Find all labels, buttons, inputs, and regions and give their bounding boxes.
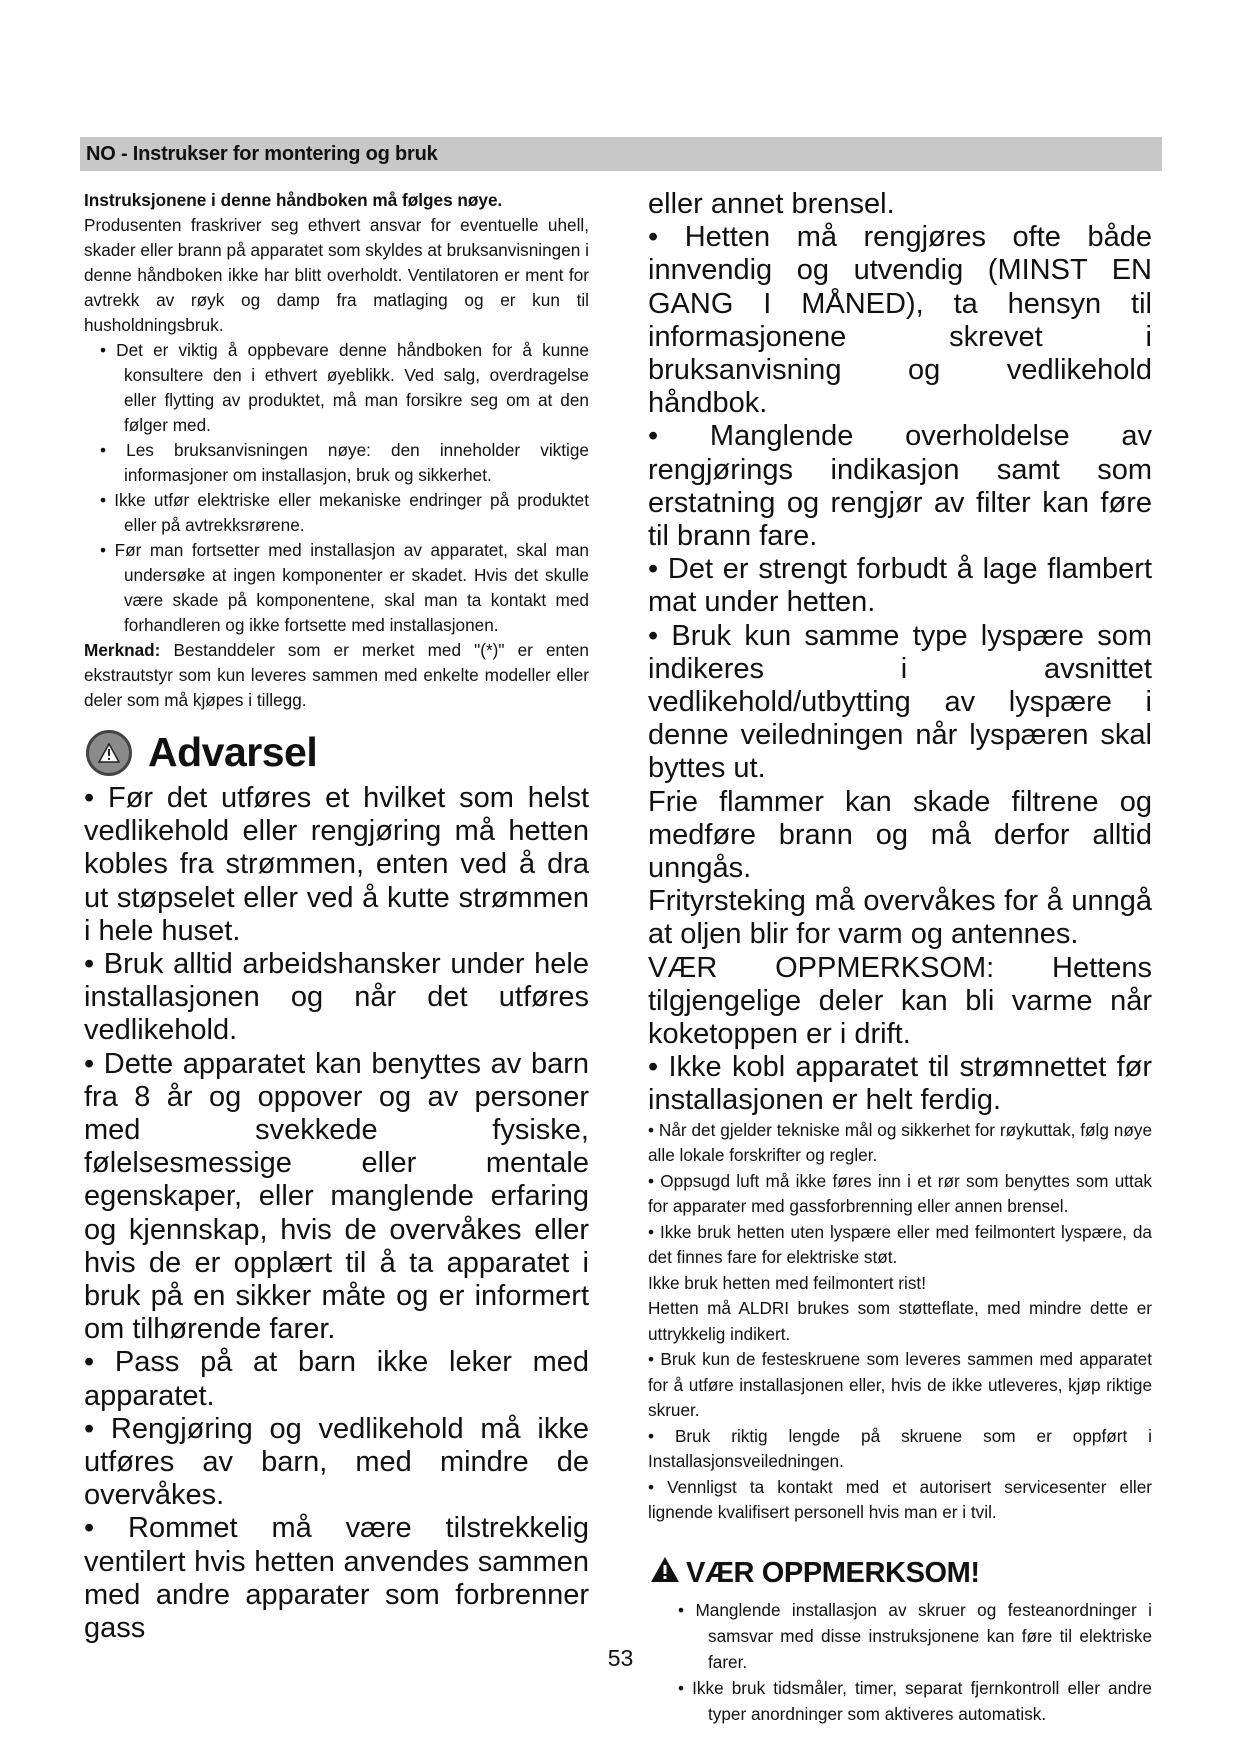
right-warning-paragraph: Frie flammer kan skade filtrene og medføre brann og må derfor alltid unngås. — [648, 785, 1152, 885]
left-warning-paragraph: • Rengjøring og vedlikehold må ikke utføres av barn, med mindre de overvåkes. — [84, 1412, 589, 1512]
left-warning-paragraph: • Rommet må være tilstrekkelig ventilert hvis hetten anvendes sammen med andre apparater som forbrenner gass — [84, 1512, 589, 1645]
left-warning-paragraph: • Pass på at barn ikke leker med apparatet. — [84, 1346, 589, 1412]
left-bullet: • Les bruksanvisningen nøye: den inneholder viktige informasjoner om installasjon, bruk og sikkerhet. — [100, 440, 589, 485]
right-warning-paragraph: Frityrsteking må overvåkes for å unngå at oljen blir for varm og antennes. — [648, 885, 1152, 951]
right-warning-paragraph: • Manglende overholdelse av rengjørings indikasjon samt som erstatning og rengjør av filter kan føre til brann fare. — [648, 420, 1152, 553]
right-warning-paragraph: • Ikke kobl apparatet til strømnettet før installasjonen er helt ferdig. — [648, 1051, 1152, 1117]
caution-item: • Manglende installasjon av skruer og festeanordninger i samsvar med disse instruksjonene kan føre til elektriske farer. — [678, 1599, 1152, 1672]
note-label: Merknad: — [84, 640, 161, 660]
advarsel-heading — [84, 729, 589, 776]
intro-text: Produsenten fraskriver seg ethvert ansvar for eventuelle uhell, skader eller brann på apparatet som skyldes at bruksanvisningen i denne håndboken ikke har blitt overholdt. Ventilatoren er ment for avtrekk av røyk og damp fra matlaging og er kun til husholdningsbruk. — [84, 215, 589, 335]
right-column — [648, 188, 1152, 1727]
note-text: Bestanddeler som er merket med "(*)" er enten ekstrautstyr som kun leveres sammen med enkelte modeller eller deler som må kjøpes i tillegg. — [84, 640, 589, 710]
left-warning-paragraph: • Før det utføres et hvilket som helst vedlikehold eller rengjøring må hetten kobles fra strømmen, enten ved å dra ut støpselet eller ved å kutte strømmen i hele huset. — [84, 782, 589, 947]
right-small-paragraph: • Ikke bruk hetten uten lyspære eller med feilmontert lyspære, da det finnes fare for elektriske støt. — [648, 1221, 1152, 1268]
right-warning-paragraph: VÆR OPPMERKSOM: Hettens tilgjengelige deler kan bli varme når koketoppen er i drift. — [648, 951, 1152, 1051]
right-warning-paragraph: • Hetten må rengjøres ofte både innvendig og utvendig (MINST EN GANG I MÅNED), ta hensyn til informasjonene skrevet i bruksanvisning og vedlikehold håndbok. — [648, 221, 1152, 420]
caution-heading — [648, 1556, 1152, 1591]
right-small-paragraph: • Vennligst ta kontakt med et autorisert servicesenter eller lignende kvalifisert personell hvis man er i tvil. — [648, 1476, 1152, 1523]
note-paragraph — [84, 638, 589, 713]
left-column — [84, 188, 589, 1645]
warning-triangle-icon — [650, 1556, 680, 1591]
right-small-paragraph: • Bruk kun de festeskruene som leveres sammen med apparatet for å utføre installasjonen eller, hvis de ikke utleveres, kjøp riktige skruer. — [648, 1349, 1152, 1421]
advarsel-title: Advarsel — [148, 729, 318, 775]
left-warning-paragraph: • Bruk alltid arbeidshansker under hele installasjonen og når det utføres vedlikehold. — [84, 948, 589, 1047]
caution-title: VÆR OPPMERKSOM! — [686, 1556, 980, 1589]
caution-item: • Ikke bruk tidsmåler, timer, separat fjernkontroll eller andre typer anordninger som aktiveres automatisk. — [678, 1677, 1152, 1724]
section-header — [80, 137, 1162, 171]
left-bullet: • Ikke utfør elektriske eller mekaniske endringer på produktet eller på avtrekksrørene. — [100, 490, 589, 535]
page-number: 53 — [607, 1645, 634, 1671]
right-small-paragraph: Ikke bruk hetten med feilmontert rist! — [648, 1272, 926, 1293]
section-title: NO - Instrukser for montering og bruk — [86, 142, 438, 165]
intro-bold: Instruksjonene i denne håndboken må følges nøye. — [84, 190, 503, 210]
right-small-paragraph: • Oppsugd luft må ikke føres inn i et rør som benyttes som uttak for apparater med gassforbrenning eller annen brensel. — [648, 1170, 1152, 1217]
right-small-paragraph: • Når det gjelder tekniske mål og sikkerhet for røykuttak, følg nøye alle lokale forskrifter og regler. — [648, 1119, 1152, 1166]
right-warning-paragraph: • Bruk kun samme type lyspære som indikeres i avsnittet vedlikehold/utbytting av lyspære i denne veiledningen når lyspæren skal byttes ut. — [648, 619, 1152, 785]
warning-circle-icon — [86, 730, 132, 776]
right-small-paragraph: • Bruk riktig lengde på skruene som er oppført i Installasjonsveiledningen. — [648, 1425, 1152, 1472]
intro-paragraph — [84, 188, 589, 338]
right-small-paragraph: Hetten må ALDRI brukes som støtteflate, med mindre dette er uttrykkelig indikert. — [648, 1298, 1152, 1344]
left-bullet: • Det er viktig å oppbevare denne håndboken for å kunne konsultere den i ethvert øyeblikk. Ved salg, overdragelse eller flytting av produktet, må man forsikre seg om at den følger med. — [100, 340, 589, 435]
left-bullet: • Før man fortsetter med installasjon av apparatet, skal man undersøke at ingen komponenter er skadet. Hvis det skulle være skade på komponentene, skal man ta kontakt med forhandleren og ikke fortsette med installasjonen. — [100, 540, 589, 635]
right-warning-paragraph: eller annet brensel. — [648, 188, 895, 220]
left-warning-paragraph: • Dette apparatet kan benyttes av barn fra 8 år og oppover og av personer med svekkede fysiske, følelsesmessige eller mentale egenskaper, eller manglende erfaring og kjennskap, hvis de overvåkes eller hvis de er opplært til å ta apparatet i bruk på en sikker måte og er informert om tilhørende farer. — [84, 1047, 589, 1346]
right-warning-paragraph: • Det er strengt forbudt å lage flambert mat under hetten. — [648, 553, 1152, 619]
